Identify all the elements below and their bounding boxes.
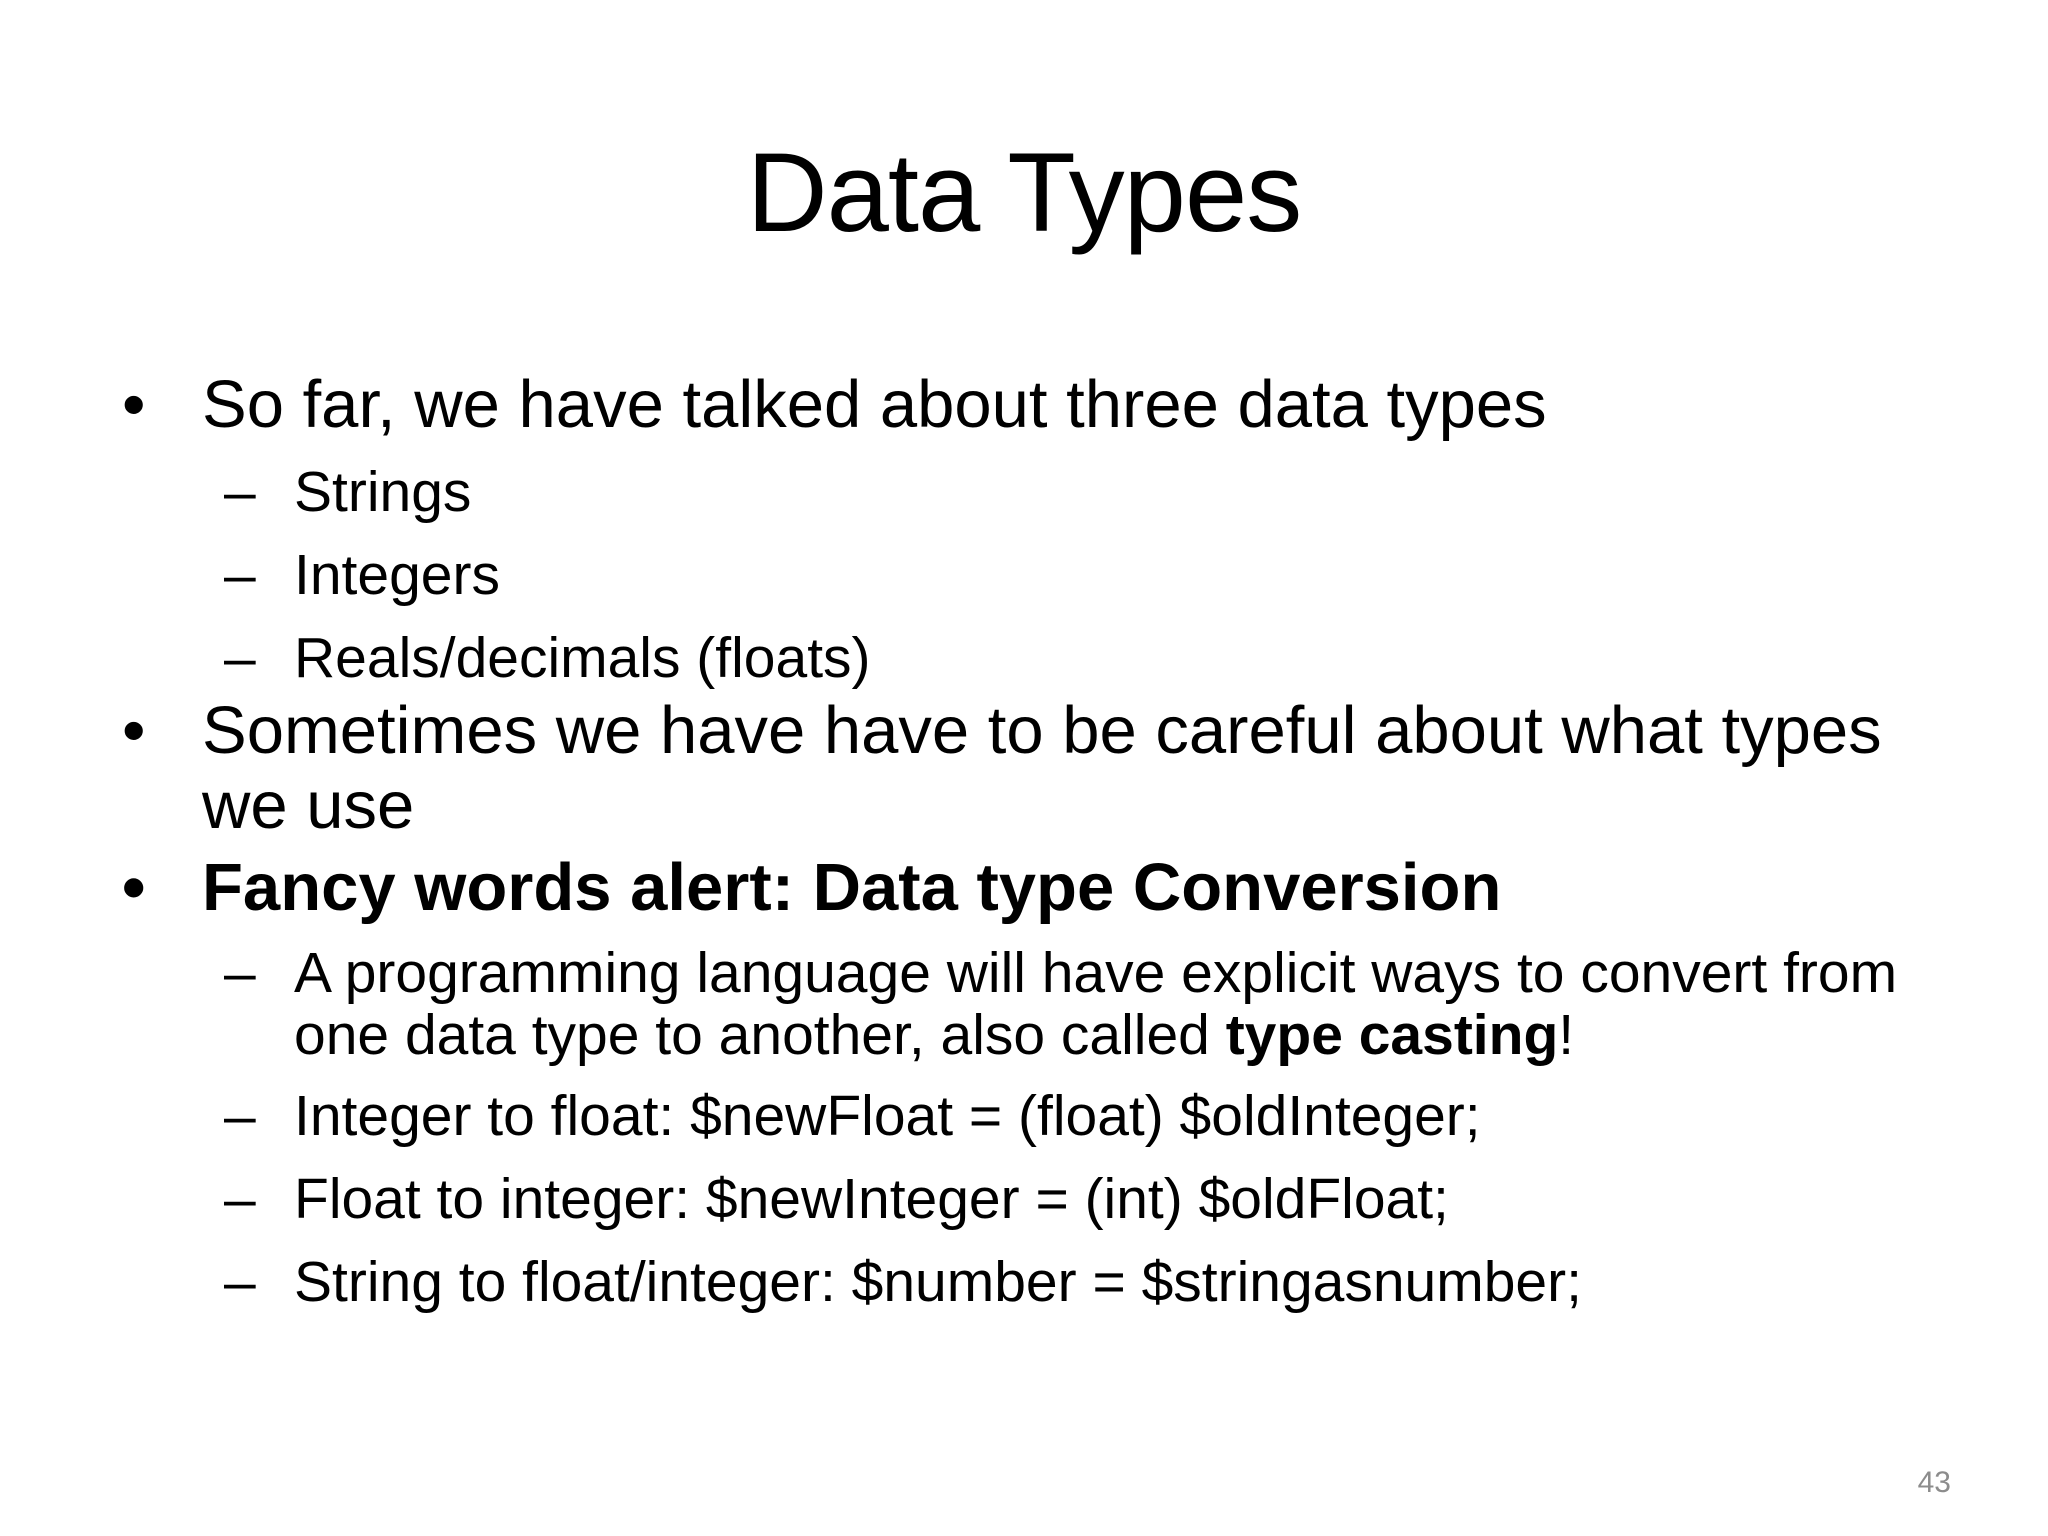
sub-bullet-text: Float to integer: $newInteger = (int) $oldFloat; — [294, 1167, 1449, 1231]
dash-icon: – — [224, 460, 256, 524]
sub-bullet-item — [120, 1083, 1960, 1149]
sub-bullet-text — [294, 941, 1897, 1067]
sub-bullet-text: String to float/integer: $number = $stringasnumber; — [294, 1250, 1582, 1314]
sub-bullet-item — [120, 1166, 1960, 1232]
sub-bullet-text: Integers — [294, 543, 500, 607]
bullet-item — [120, 693, 1960, 843]
sub-bullet-item — [120, 625, 1960, 691]
sub-bullet-text: Integer to float: $newFloat = (float) $oldInteger; — [294, 1084, 1481, 1148]
bullet-item — [120, 367, 1960, 442]
sub-bullet-text: Reals/decimals (floats) — [294, 626, 871, 690]
sub-bullet-item — [120, 942, 1960, 1066]
dash-icon: – — [224, 1167, 256, 1231]
dash-icon: – — [224, 626, 256, 690]
sub-bullet-text: Strings — [294, 460, 472, 524]
dash-icon: – — [224, 1084, 256, 1148]
slide-body — [120, 360, 1960, 1315]
bullet-text: So far, we have talked about three data types — [202, 367, 1547, 442]
sub-bullet-item — [120, 459, 1960, 525]
page-number: 43 — [1917, 1466, 1951, 1499]
bullet-text: Sometimes we have have to be careful about what types we use — [202, 693, 1882, 843]
sub-bullet-item — [120, 1249, 1960, 1315]
sub-bullet-item — [120, 542, 1960, 608]
bullet-item — [120, 850, 1960, 925]
bullet-icon: • — [122, 367, 146, 442]
type-casting-term: type casting — [1225, 1003, 1559, 1067]
sub-bullet-text-pre: A programming language will have explicit ways to convert from one data type to another, also called — [294, 941, 1898, 1067]
slide-title: Data Types — [746, 130, 1302, 255]
dash-icon: – — [224, 941, 256, 1005]
bullet-icon: • — [122, 850, 146, 925]
dash-icon: – — [224, 1250, 256, 1314]
sub-bullet-text-post: ! — [1558, 1003, 1575, 1067]
bullet-icon: • — [122, 693, 146, 768]
dash-icon: – — [224, 543, 256, 607]
bullet-text: Fancy words alert: Data type Conversion — [202, 850, 1502, 925]
